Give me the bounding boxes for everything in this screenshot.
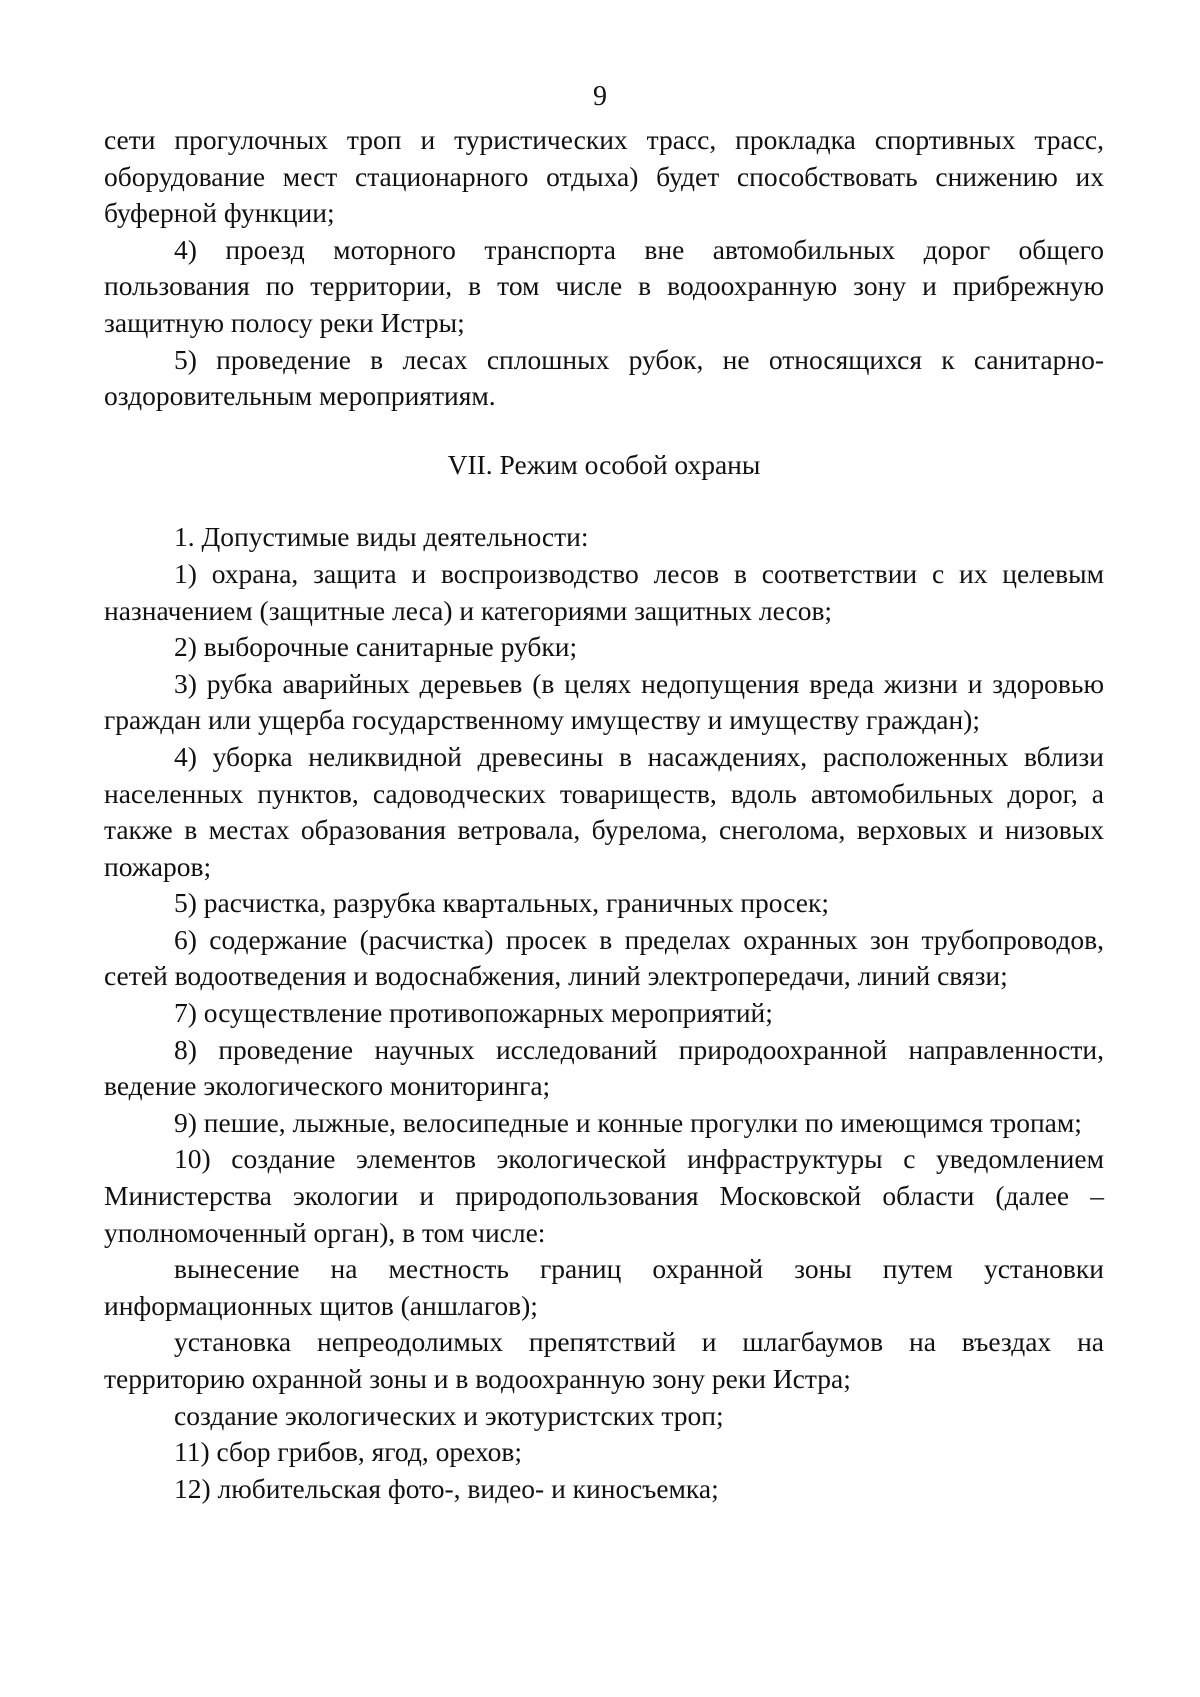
allowed-item-3: 3) рубка аварийных деревьев (в целях недопущения вреда жизни и здоровью граждан или ущерба государственному имуществу и имуществу граждан); — [104, 667, 1104, 736]
allowed-item-1: 1) охрана, защита и воспроизводство лесов в соответствии с их целевым назначением (защитные леса) и категориями защитных лесов; — [104, 557, 1104, 626]
restriction-item-4: 4) проезд моторного транспорта вне автомобильных дорог общего пользования по территории, в том числе в водоохранную зону и прибрежную защитную полосу реки Истры; — [104, 233, 1104, 338]
allowed-item-8: 8) проведение научных исследований природоохранной направленности, ведение экологического мониторинга; — [104, 1033, 1104, 1102]
document-body — [104, 122, 1104, 1507]
allowed-subitem-barriers: установка непреодолимых препятствий и шлагбаумов на въездах на территорию охранной зоны и в водоохранную зону реки Истра; — [104, 1326, 1104, 1394]
allowed-item-10: 10) создание элементов экологической инфраструктуры с уведомлением Министерства экологии и природопользования Московской области (далее – уполномоченный орган), в том числе: — [104, 1143, 1104, 1248]
allowed-item-7: 7) осуществление противопожарных мероприятий; — [174, 997, 773, 1029]
allowed-subitem-eco-trails: создание экологических и экотуристских троп; — [174, 1399, 724, 1431]
allowed-item-5: 5) расчистка, разрубка квартальных, граничных просек; — [174, 887, 829, 919]
allowed-item-9: 9) пешие, лыжные, велосипедные и конные прогулки по имеющимся тропам; — [174, 1106, 1082, 1138]
allowed-item-2: 2) выборочные санитарные рубки; — [174, 631, 578, 663]
allowed-item-6: 6) содержание (расчистка) просек в пределах охранных зон трубопроводов, сетей водоотведения и водоснабжения, линий электропередачи, линий связи; — [104, 923, 1104, 992]
allowed-activities-heading: 1. Допустимые виды деятельности: — [174, 521, 589, 553]
restriction-item-5: 5) проведение в лесах сплошных рубок, не относящихся к санитарно-оздоровительным мероприятиям. — [104, 343, 1104, 412]
allowed-item-11: 11) сбор грибов, ягод, орехов; — [174, 1436, 523, 1468]
section-title: VII. Режим особой охраны — [447, 448, 761, 480]
allowed-item-12: 12) любительская фото-, видео- и киносъемка; — [174, 1472, 719, 1504]
allowed-item-4: 4) уборка неликвидной древесины в насаждениях, расположенных вблизи населенных пунктов, садоводческих товариществ, вдоль автомобильных дорог, а также в местах образования ветровала, бурелома, снеголома, верховых и низовых пожаров; — [104, 740, 1104, 882]
continuation-paragraph: сети прогулочных троп и туристических трасс, прокладка спортивных трасс, оборудование мест стационарного отдыха) будет способствовать снижению их буферной функции; — [104, 124, 1104, 229]
allowed-subitem-boundary-signs: вынесение на местность границ охранной зоны путем установки информационных щитов (аншлагов); — [104, 1253, 1104, 1321]
page-number: 9 — [593, 81, 607, 112]
